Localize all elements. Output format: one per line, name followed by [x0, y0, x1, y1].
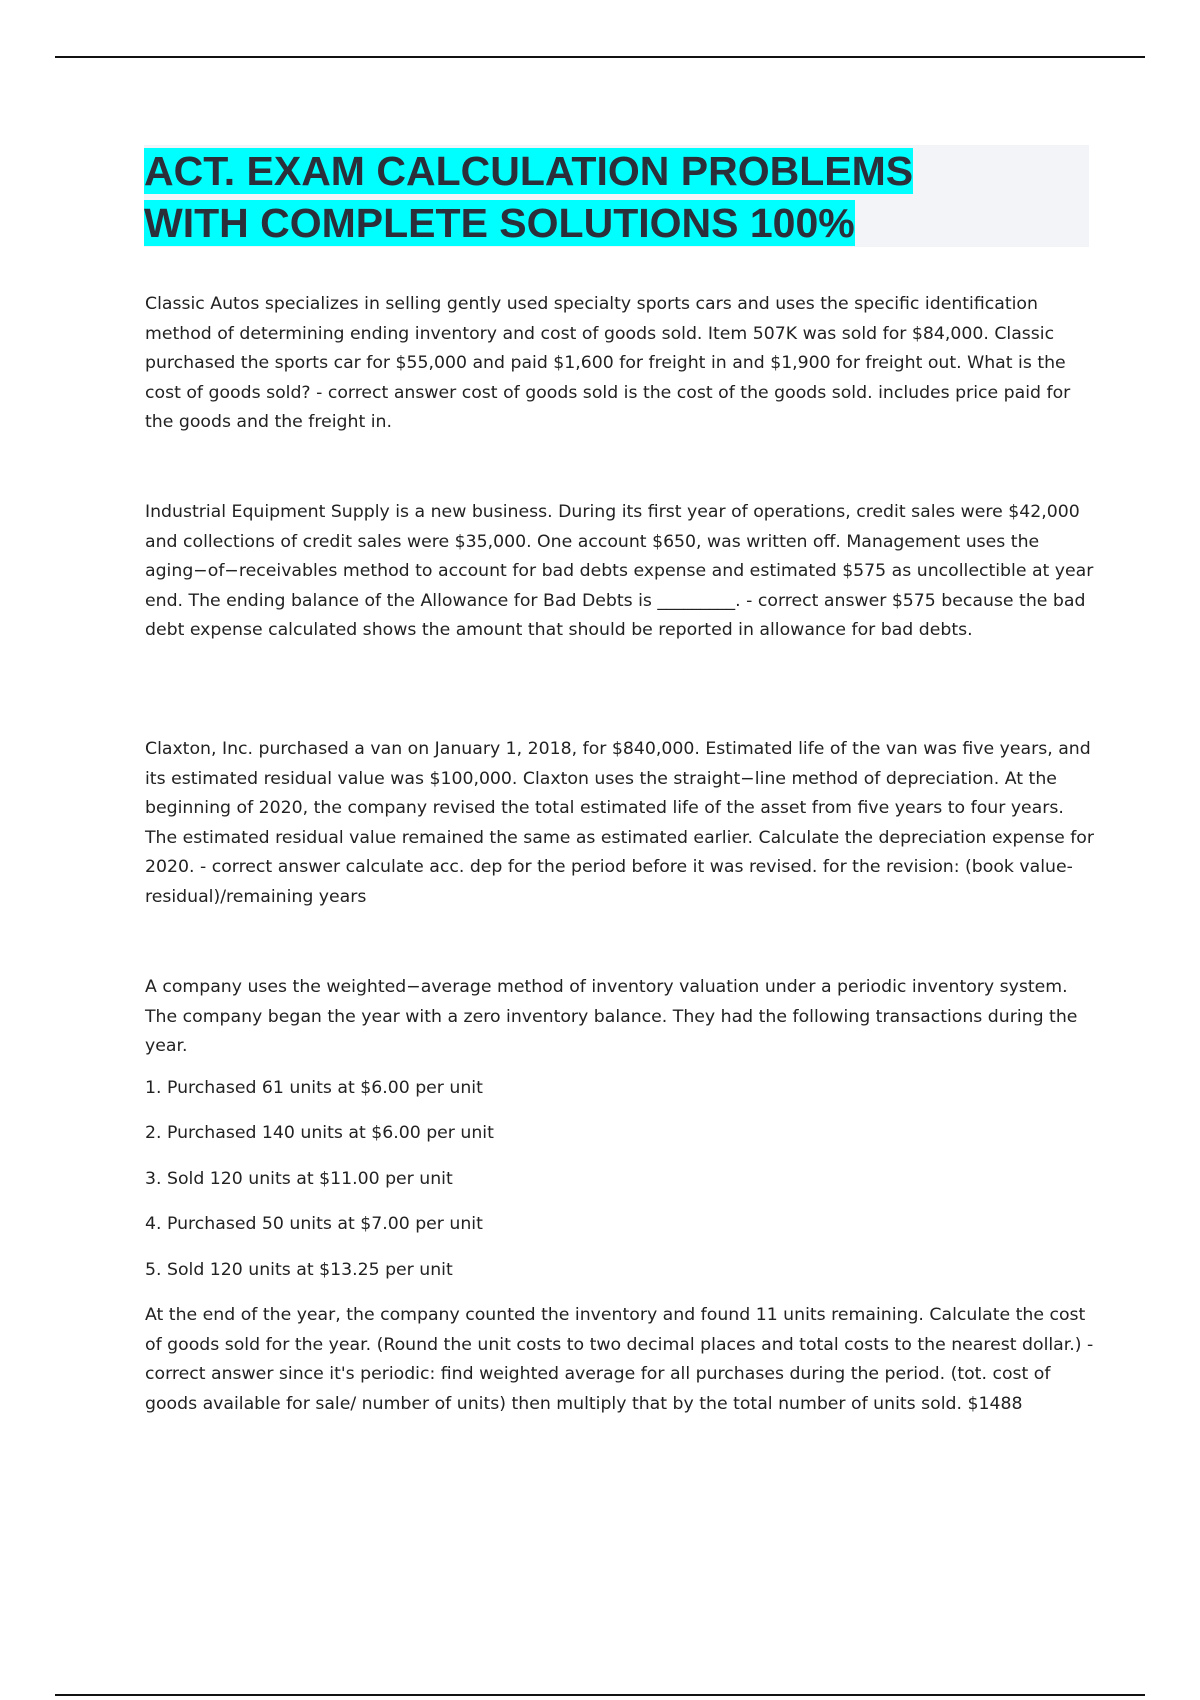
- question-4-conclusion: At the end of the year, the company counted the inventory and found 11 units remaining. Calculate the cost of goods sold for the year. (Round the unit costs to two decimal places and total costs to the nearest dollar.) - correct answer since it's periodic: find weighted average for all purchases during the period. (tot. cost of goods available for sale/ number of units) then multiply that by the total number of units sold. $1488: [145, 1305, 1094, 1414]
- transaction-item: 5. Sold 120 units at $13.25 per unit: [145, 1260, 453, 1280]
- question-4-intro: A company uses the weighted−average method of inventory valuation under a periodic inventory system. The company began the year with a zero inventory balance. They had the following transactions during the year.: [145, 977, 1078, 1056]
- transaction-item: 4. Purchased 50 units at $7.00 per unit: [145, 1214, 483, 1234]
- question-3: Claxton, Inc. purchased a van on January 1, 2018, for $840,000. Estimated life of the van was five years, and its estimated residual value was $100,000. Claxton uses the straight−line method of depreciation. At the beginning of 2020, the company revised the total estimated life of the asset from five years to four years. The estimated residual value remained the same as estimated earlier. Calculate the depreciation expense for 2020. - correct answer calculate acc. dep for the period before it was revised. for the revision: (book value-residual)/remaining years: [145, 739, 1094, 907]
- transaction-item: 3. Sold 120 units at $11.00 per unit: [145, 1169, 453, 1189]
- transaction-item: 1. Purchased 61 units at $6.00 per unit: [145, 1078, 483, 1098]
- question-4: [145, 973, 1095, 1414]
- question-2: Industrial Equipment Supply is a new business. During its first year of operations, credit sales were $42,000 and collections of credit sales were $35,000. One account $650, was written off. Management uses the aging−of−receivables method to account for bad debts expense and estimated $575 as uncollectible at year end. The ending balance of the Allowance for Bad Debts is _________. - correct answer $575 because the bad debt expense calculated shows the amount that should be reported in allowance for bad debts.: [145, 502, 1094, 640]
- title-block: [144, 145, 1089, 247]
- bottom-rule: [55, 1694, 1145, 1696]
- page-title: [144, 145, 1089, 249]
- transaction-item: 2. Purchased 140 units at $6.00 per unit: [145, 1123, 494, 1143]
- question-1: Classic Autos specializes in selling gently used specialty sports cars and uses the specific identification method of determining ending inventory and cost of goods sold. Item 507K was sold for $84,000. Classic purchased the sports car for $55,000 and paid $1,600 for freight in and $1,900 for freight out. What is the cost of goods sold? - correct answer cost of goods sold is the cost of the goods sold. includes price paid for the goods and the freight in.: [145, 294, 1071, 432]
- title-line-1: ACT. EXAM CALCULATION PROBLEMS: [144, 148, 914, 194]
- top-rule: [55, 56, 1145, 58]
- title-line-2: WITH COMPLETE SOLUTIONS 100%: [144, 200, 855, 246]
